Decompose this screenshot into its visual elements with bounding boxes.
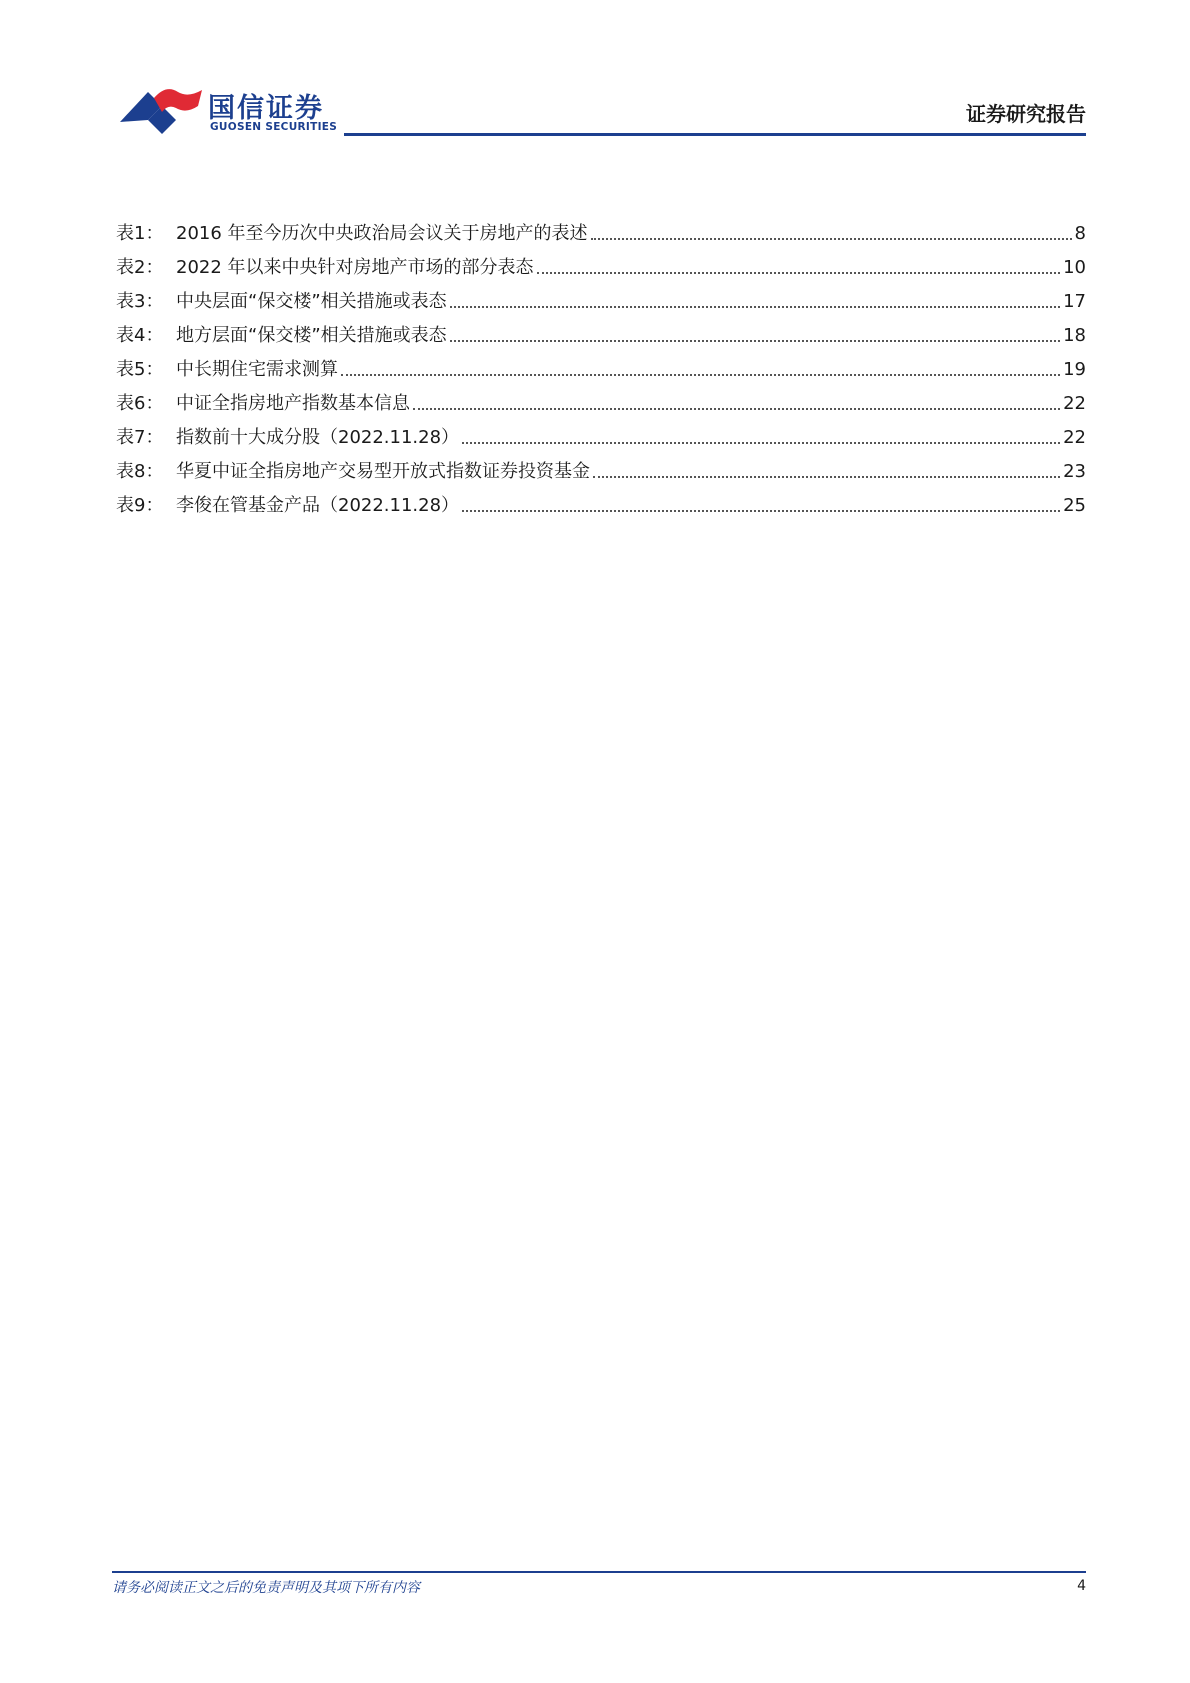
toc-entry-title: 指数前十大成分股（2022.11.28） [176, 427, 460, 448]
toc-entry-number: 表1： [116, 223, 164, 244]
toc-entry[interactable] [116, 246, 1086, 280]
logo-chinese-name: 国信证券 [208, 93, 324, 124]
toc-entry-label [116, 222, 588, 246]
toc-entry-label [116, 494, 459, 518]
toc-entry-title: 2016 年至今历次中央政治局会议关于房地产的表述 [176, 223, 588, 244]
toc-entry-title: 2022 年以来中央针对房地产市场的部分表态 [176, 257, 534, 278]
toc-leader-dots [450, 306, 1060, 308]
toc-entry-page: 25 [1063, 495, 1086, 516]
toc-entry[interactable] [116, 382, 1086, 416]
toc-entry-number: 表3： [116, 291, 164, 312]
toc-leader-dots [341, 374, 1060, 376]
toc-entry-number: 表7： [116, 427, 164, 448]
page-header [0, 0, 1190, 140]
toc-leader-dots [537, 272, 1061, 274]
footer-divider [112, 1571, 1086, 1573]
toc-entry-number: 表2： [116, 257, 164, 278]
toc-entry-label [116, 324, 447, 348]
toc-entry[interactable] [116, 314, 1086, 348]
toc-leader-dots [462, 510, 1060, 512]
toc-entry[interactable] [116, 484, 1086, 518]
table-of-tables [116, 212, 1086, 518]
toc-entry-page: 23 [1063, 461, 1086, 482]
toc-entry-number: 表5： [116, 359, 164, 380]
toc-entry-page: 22 [1063, 393, 1086, 414]
toc-entry-number: 表8： [116, 461, 164, 482]
footer-disclaimer: 请务必阅读正文之后的免责声明及其项下所有内容 [112, 1580, 420, 1596]
guosen-logo-icon [118, 84, 204, 140]
toc-entry-number: 表9： [116, 495, 164, 516]
toc-leader-dots [462, 442, 1060, 444]
toc-entry[interactable] [116, 212, 1086, 246]
toc-entry-label [116, 460, 590, 484]
toc-entry-title: 李俊在管基金产品（2022.11.28） [176, 495, 460, 516]
toc-entry-number: 表4： [116, 325, 164, 346]
toc-entry-page: 22 [1063, 427, 1086, 448]
toc-leader-dots [593, 476, 1060, 478]
toc-leader-dots [591, 238, 1072, 240]
header-divider [344, 133, 1086, 136]
toc-entry-title: 中央层面“保交楼”相关措施或表态 [176, 291, 447, 312]
toc-entry-label [116, 256, 534, 280]
toc-entry-label [116, 290, 447, 314]
toc-entry-title: 中长期住宅需求测算 [176, 359, 338, 380]
toc-entry[interactable] [116, 280, 1086, 314]
toc-entry-page: 8 [1074, 223, 1086, 244]
toc-leader-dots [413, 408, 1060, 410]
toc-entry-label [116, 426, 459, 450]
toc-entry-page: 17 [1063, 291, 1086, 312]
toc-entry-title: 华夏中证全指房地产交易型开放式指数证券投资基金 [176, 461, 590, 482]
toc-entry[interactable] [116, 450, 1086, 484]
toc-entry-page: 18 [1063, 325, 1086, 346]
toc-entry-number: 表6： [116, 393, 164, 414]
toc-leader-dots [450, 340, 1060, 342]
toc-entry-label [116, 358, 338, 382]
toc-entry-page: 10 [1063, 257, 1086, 278]
toc-entry-title: 地方层面“保交楼”相关措施或表态 [176, 325, 447, 346]
toc-entry-label [116, 392, 410, 416]
toc-entry[interactable] [116, 348, 1086, 382]
toc-entry[interactable] [116, 416, 1086, 450]
toc-entry-title: 中证全指房地产指数基本信息 [176, 393, 410, 414]
report-type-label: 证券研究报告 [966, 102, 1086, 126]
logo-english-name: GUOSEN SECURITIES [210, 121, 338, 133]
page-number: 4 [1077, 1578, 1086, 1594]
toc-entry-page: 19 [1063, 359, 1086, 380]
